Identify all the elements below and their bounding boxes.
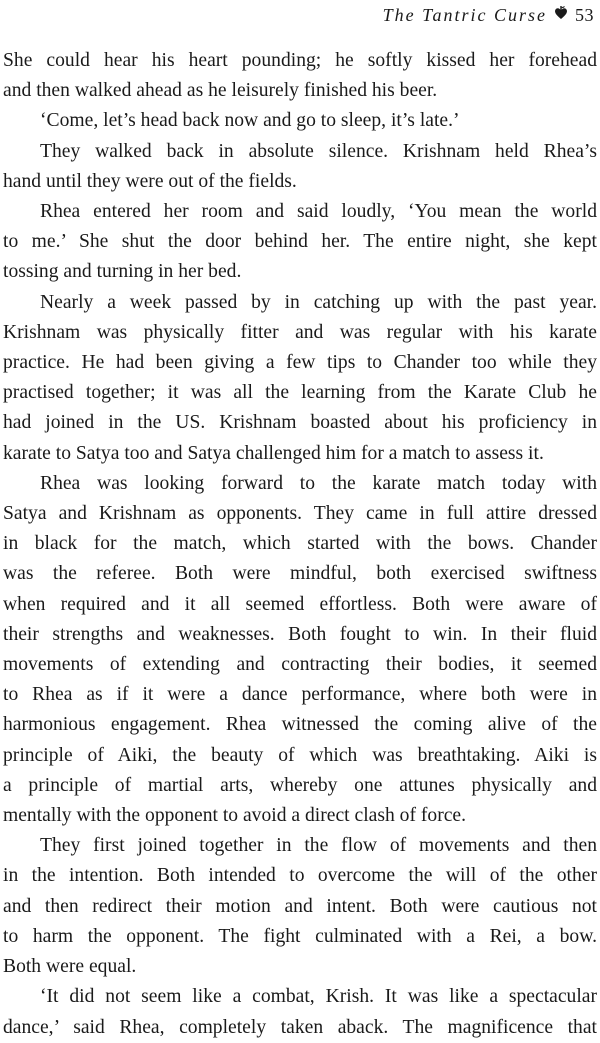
text-line: mentally with the opponent to avoid a direct clash of force. [3, 805, 467, 827]
text-line: when required and it all seemed effortless. Both were aware of [3, 593, 597, 615]
paragraph [3, 469, 597, 831]
text-line: Satya and Krishnam as opponents. They came in full attire dressed [3, 503, 597, 525]
text-line: Nearly a week passed by in catching up with the past year. [40, 291, 597, 313]
text-line: harmonious engagement. Rhea witnessed the coming alive of the [3, 714, 597, 736]
text-line: hand until they were out of the fields. [3, 170, 297, 192]
text-line: was the referee. Both were mindful, both exercised swiftness [3, 563, 597, 585]
text-line: Both were equal. [3, 956, 137, 978]
text-line: They walked back in absolute silence. Krishnam held Rhea’s [40, 140, 597, 162]
heart-leaf-ornament-icon [553, 5, 569, 26]
paragraph [3, 137, 597, 197]
text-line: in black for the match, which started with the bows. Chander [3, 533, 597, 555]
running-title: The Tantric Curse [382, 4, 547, 25]
text-line: principle of Aiki, the beauty of which was breathtaking. Aiki is [3, 744, 597, 766]
text-line: their strengths and weaknesses. Both fought to win. In their fluid [3, 623, 597, 645]
text-line: dance,’ said Rhea, completely taken aback. The magnificence that [3, 1016, 597, 1038]
text-line: to Rhea as if it were a dance performance, where both were in [3, 684, 597, 706]
text-line: practised together; it was all the learning from the Karate Club he [3, 382, 597, 404]
paragraph [3, 106, 597, 136]
text-line: to me.’ She shut the door behind her. The entire night, she kept [3, 231, 597, 253]
paragraph [3, 46, 597, 106]
text-line: ‘Come, let’s head back now and go to sleep, it’s late.’ [40, 110, 460, 132]
text-line: Krishnam was physically fitter and was regular with his karate [3, 321, 597, 343]
page-number: 53 [575, 4, 594, 25]
text-line: to harm the opponent. The fight culminated with a Rei, a bow. [3, 925, 597, 947]
paragraph [3, 288, 597, 469]
text-line: had joined in the US. Krishnam boasted about his proficiency in [3, 412, 597, 434]
body-text [3, 46, 597, 1043]
text-line: She could hear his heart pounding; he softly kissed her forehead [3, 50, 597, 71]
text-line: They first joined together in the flow of movements and then [40, 835, 597, 857]
text-line: in the intention. Both intended to overcome the will of the other [3, 865, 597, 887]
text-line: movements of extending and contracting their bodies, it seemed [3, 654, 597, 676]
paragraph [3, 197, 597, 288]
text-line: tossing and turning in her bed. [3, 261, 242, 283]
paragraph [3, 982, 597, 1042]
text-line: karate to Satya too and Satya challenged him for a match to assess it. [3, 442, 544, 464]
text-line: and then redirect their motion and intent. Both were cautious not [3, 895, 597, 917]
text-line: practice. He had been giving a few tips to Chander too while they [3, 352, 597, 374]
text-line: a principle of martial arts, whereby one attunes physically and [3, 774, 597, 796]
text-line: and then walked ahead as he leisurely finished his beer. [3, 80, 438, 102]
paragraph [3, 831, 597, 982]
text-line: Rhea entered her room and said loudly, ‘You mean the world [40, 201, 597, 223]
text-line: ‘It did not seem like a combat, Krish. It was like a spectacular [40, 986, 597, 1008]
text-line: Rhea was looking forward to the karate match today with [40, 472, 597, 494]
running-header [383, 0, 594, 30]
